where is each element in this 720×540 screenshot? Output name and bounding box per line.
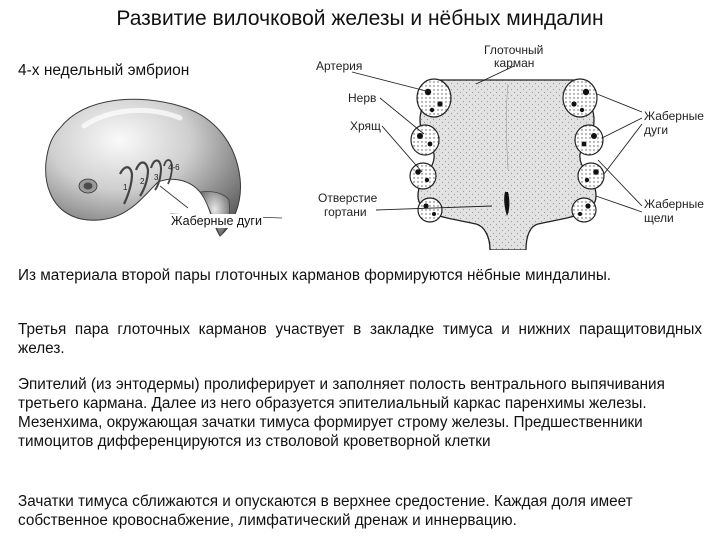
paragraph-third-pouch: Третья пара глоточных карманов участвует в закладке тимуса и нижних паращитовидных желез. [18, 321, 702, 357]
arch-number-2: 2 [140, 177, 145, 186]
paragraph-thymus-descent: Зачатки тимуса сближаются и опускаются в верхнее средостение. Каждая доля имеет собственное кровоснабжение, лимфатический дренаж и иннервацию. [18, 493, 633, 529]
pharynx-diagram [312, 40, 720, 250]
label-larynx-opening-line2: гортани [324, 205, 367, 219]
arch-number-3: 3 [154, 173, 159, 182]
arches-label: Жаберные дуги [171, 214, 262, 228]
label-cartilage: Хрящ [350, 119, 381, 133]
label-pharyngeal-pouch-line1: Глоточный [484, 43, 544, 57]
label-gill-arches-line1: Жаберные [644, 109, 704, 123]
label-nerve: Нерв [348, 91, 377, 105]
label-gill-clefts-line1: Жаберные [644, 197, 704, 211]
label-pharyngeal-pouch-line2: карман [494, 56, 535, 70]
label-larynx-opening-line1: Отверстие [318, 191, 378, 205]
arch-number-4-6: 4-6 [168, 163, 180, 172]
label-artery: Артерия [316, 59, 363, 73]
page-title: Развитие вилочковой железы и нёбных миндалин [116, 7, 604, 30]
embryo-stage-label: 4-х недельный эмбрион [18, 62, 190, 79]
paragraph-epithelium: Эпителий (из энтодермы) пролиферирует и заполняет полость вентрального выпячивания третьего кармана. Далее из него образуется эпителиальный каркас паренхимы железы. Мезенхима, окружающая зачатки тимуса формирует строму железы. Предшественники тимоцитов дифференцируются из стволовой кроветворной клетки [18, 376, 665, 450]
arch-number-1: 1 [123, 183, 128, 192]
paragraph-tonsils: Из материала второй пары глоточных карманов формируются нёбные миндалины. [18, 267, 612, 284]
label-gill-clefts-line2: щели [644, 211, 674, 225]
label-gill-arches-line2: дуги [644, 123, 669, 137]
